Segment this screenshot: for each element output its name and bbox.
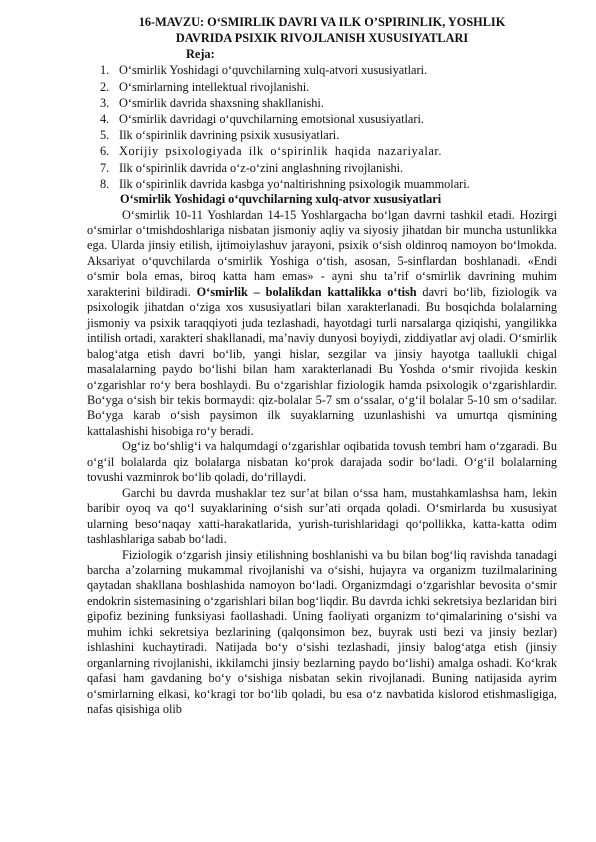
plan-item xyxy=(87,62,557,78)
document-title xyxy=(87,14,557,47)
plan-item-number: 4. xyxy=(100,111,110,126)
plan-item-number: 5. xyxy=(100,128,110,143)
plan-item xyxy=(87,95,557,111)
section-heading: O‘smirlik Yoshidagi o‘quvchilarning xulq-atvor xususiyatlari xyxy=(120,191,442,206)
plan-item xyxy=(87,176,557,192)
plan-item-number: 7. xyxy=(100,160,110,175)
paragraph-1-text-b: davri bo‘lib, fiziologik va psixologik jihatdan o‘ziga xos xususiyatlari bilan xarakterlanadi. Bu bosqichda bolalarning jismoniy va psixik taraqqiyoti juda tezlashadi, hayotdagi turli narsalarga qiziqishi, yangilikka intilish ortadi, xarakteri shakllanadi, ma’naviy dunyosi boyiydi, ziddiyatlar avj oladi. O‘smirlik balog‘atga etish davri bo‘lib, yangi hislar, sezgilar va jinsiy hayotga taallukli chigal masalalarning paydo bo‘lishi bilan ham xarakterlanadi Bu Yoshda o‘smir rivojida keskin o‘zgarishlar ro‘y bera boshlaydi. Bu o‘zgarishlar fiziologik hamda psixologik o‘zgarishlardir. Bo‘yga o‘sish bir tekis bormaydi: qiz-bolalar 5-7 sm o‘ssalar, o‘g‘il bolalar 5-10 sm o‘sadilar. Bo‘yga karab o‘sish paysimon ilk suyaklarning uzunlashishi va umurtqa qismining kattalashishi hisobiga ro‘y beradi. xyxy=(87,284,557,438)
plan-item-text: Ilk o‘spirinlik davrida kasbga yo‘naltirishning psixologik muammolari. xyxy=(119,176,470,191)
paragraph-2: Og‘iz bo‘shlig‘i va halqumdagi o‘zgarishlar oqibatida tovush tembri ham o‘zgaradi. Bu o‘g‘il bolalarda qiz bolalarga nisbatan ko‘prok darajada sodir bo‘ladi. O‘g‘il bolalarning tovushi vazminrok bo‘lib qoladi, do‘rillaydi. xyxy=(87,439,557,485)
plan-item-text: Ilk o‘spirinlik davrining psixik xususiyatlari. xyxy=(119,128,340,143)
plan-item-number: 6. xyxy=(100,144,110,159)
plan-item-text: O‘smirlarning intellektual rivojlanishi. xyxy=(119,79,310,94)
paragraph-1-bold: O‘smirlik – bolalikdan kattalikka o‘tish xyxy=(196,284,417,299)
title-line-2: DAVRIDA PSIXIK RIVOJLANISH XUSUSIYATLARI xyxy=(175,31,469,46)
plan-item-text: Xorijiy psixologiyada ilk o‘spirinlik haqida nazariyalar. xyxy=(119,144,443,159)
plan-item-text: O‘smirlik Yoshidagi o‘quvchilarning xulq-atvori xususiyatlari. xyxy=(119,63,428,78)
plan-item-text: Ilk o‘spirinlik davrida o‘z-o‘zini anglashning rivojlanishi. xyxy=(119,160,404,175)
plan-item-number: 1. xyxy=(100,63,110,78)
title-line-1: 16-MAVZU: O‘SMIRLIK DAVRI VA ILK O’SPIRINLIK, YOSHLIK xyxy=(138,15,506,29)
plan-item xyxy=(87,160,557,176)
plan-item-text: O‘smirlik davrida shaxsning shakllanishi. xyxy=(119,95,324,110)
paragraph-1-text-a: O‘smirlik 10-11 Yoshlardan 14-15 Yoshlargacha bo‘lgan davrni tashkil etadi. Hozirgi o‘smirlar o‘tmishdoshlariga nisbatan jismoniy aqliy va siyosiy jihatdan bir muncha ustunlikka ega. Ularda jinsiy etilish, ijtimoiylashuv jarayoni, psixik o‘sish oldinroq namoyon bo‘lmokda. Aksariyat o‘quvchilarda o‘smirlik Yoshiga o‘tish, asosan, 5-sinflardan boshlanadi. «Endi o‘smir bola emas, biroq katta ham emas» - ayni shu ta’rif o‘smirlik davrining muhim xarakterini bildiradi. xyxy=(87,207,557,299)
plan-item-number: 2. xyxy=(100,79,110,94)
plan-list xyxy=(87,62,557,192)
document-page xyxy=(87,14,557,717)
plan-item xyxy=(87,127,557,143)
plan-item-number: 8. xyxy=(100,176,110,191)
paragraph-4: Fiziologik o‘zgarish jinsiy etilishning boshlanishi va bu bilan bog‘liq ravishda tanadagi barcha a’zolarning mukammal rivojlanishi va o‘sishi, hujayra va organizm tuzilmalarining qaytadan shakllana boshlashida namoyon bo‘ladi. Organizmdagi o‘zgarishlar bevosita o‘smir endokrin sistemasining o‘zgarishlari bilan bog‘liqdir. Bu davrda ichki sekretsiya bezlaridan biri gipofiz bezining funksiyasi faollashadi. Uning faoliyati organizm to‘qimalarining o‘sishi va muhim ichki sekretsiya bezlarining (qalqonsimon bez, buyrak usti bezi va jinsiy bezlar) ishlashini kuchaytiradi. Natijada bo‘y o‘sishi tezlashadi, jinsiy balog‘atga etish (jinsiy organlarning rivojlanishi, ikkilamchi jinsiy bezlarning paydo bo‘lishi) amalga oshadi. Ko‘krak qafasi ham gavdaning bo‘y o‘sishiga nisbatan sekin rivojlanadi. Buning natijasida ayrim o‘smirlarning elkasi, ko‘kragi tor bo‘lib qoladi, bu esa o‘z navbatida kislorod etishmasligiga, nafas qisishiga olib xyxy=(87,547,557,717)
plan-item-number: 3. xyxy=(100,95,110,110)
paragraph-3: Garchi bu davrda mushaklar tez sur’at bilan o‘ssa ham, mustahkamlashsa ham, lekin baribir oyoq va qo‘l suyaklarining o‘sish sur’ati orqada qoladi. O‘smirlarda bu xususiyat ularning beso‘naqay xatti-harakatlarida, yurish-turishlaridagi qo‘pollikka, katta-katta odim tashlashlariga sabab bo‘ladi. xyxy=(87,485,557,547)
plan-label: Reja: xyxy=(186,46,215,61)
plan-item xyxy=(87,111,557,127)
plan-item xyxy=(87,143,557,159)
plan-item-text: O‘smirlik davridagi o‘quvchilarning emotsional xususiyatlari. xyxy=(119,111,424,126)
paragraph-1 xyxy=(87,208,557,440)
plan-item xyxy=(87,79,557,95)
